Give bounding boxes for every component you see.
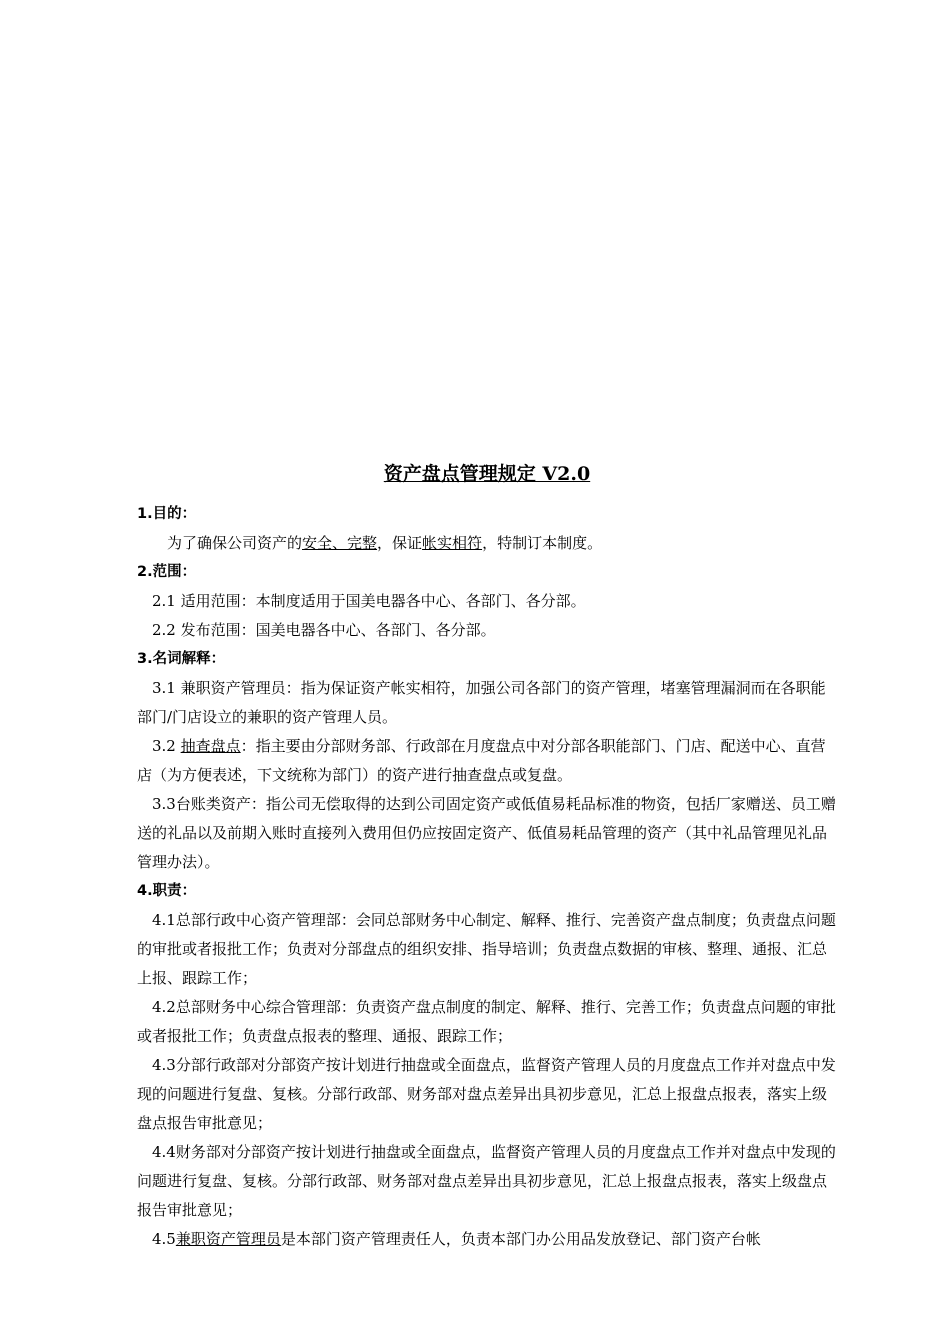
purpose-underlined-1: 安全、完整 [302, 534, 378, 552]
duty-5-text-1: 4.5 [152, 1230, 176, 1248]
duty-paragraph-2: 4.2总部财务中心综合管理部：负责资产盘点制度的制定、解释、推行、完善工作；负责盘点问题的审批或者报批工作；负责盘点报表的整理、通报、跟踪工作； [137, 998, 836, 1045]
duty-paragraph-3: 4.3分部行政部对分部资产按计划进行抽盘或全面盘点，监督资产管理人员的月度盘点工作并对盘点中发现的问题进行复盘、复核。分部行政部、财务部对盘点差异出具初步意见，汇总上报盘点报表，落实上级盘点报告审批意见； [137, 1056, 836, 1132]
purpose-text-1: 为了确保公司资产的 [167, 534, 303, 552]
purpose-underlined-2: 帐实相符 [422, 534, 483, 552]
duty-paragraph-4: 4.4财务部对分部资产按计划进行抽盘或全面盘点，监督资产管理人员的月度盘点工作并对盘点中发现的问题进行复盘、复核。分部行政部、财务部对盘点差异出具初步意见，汇总上报盘点报表，落实上级盘点报告审批意见； [137, 1143, 836, 1219]
definition-2-underlined: 抽查盘点 [180, 737, 241, 755]
document-title: 资产盘点管理规定 V2.0 [383, 463, 591, 485]
definition-2-text-1: 3.2 [152, 737, 181, 755]
duty-paragraph-1: 4.1总部行政中心资产管理部：会同总部财务中心制定、解释、推行、完善资产盘点制度；负责盘点问题的审批或者报批工作；负责对分部盘点的组织安排、指导培训；负责盘点数据的审核、整理、通报、汇总上报、跟踪工作； [137, 911, 836, 987]
purpose-paragraph [137, 529, 837, 558]
duty-5-underlined: 兼职资产管理员 [175, 1230, 281, 1248]
section-heading-duties: 4.职责： [137, 883, 197, 899]
definition-paragraph-1: 3.1 兼职资产管理员：指为保证资产帐实相符，加强公司各部门的资产管理，堵塞管理漏洞而在各职能部门/门店设立的兼职的资产管理人员。 [137, 679, 826, 726]
scope-paragraph-2: 2.2 发布范围：国美电器各中心、各部门、各分部。 [152, 621, 496, 639]
scope-paragraph-1: 2.1 适用范围：本制度适用于国美电器各中心、各部门、各分部。 [152, 592, 586, 610]
purpose-text-2: ，保证 [377, 534, 423, 552]
duty-5-text-2: 是本部门资产管理责任人，负责本部门办公用品发放登记、部门资产台帐 [280, 1230, 761, 1248]
section-heading-scope: 2.范围： [137, 564, 197, 580]
purpose-text-3: ，特制订本制度。 [482, 534, 603, 552]
section-heading-definitions: 3.名词解释： [137, 651, 226, 667]
document-body [137, 456, 837, 1254]
definition-paragraph-3: 3.3台账类资产：指公司无偿取得的达到公司固定资产或低值易耗品标准的物资，包括厂家赠送、员工赠送的礼品以及前期入账时直接列入费用但仍应按固定资产、低值易耗品管理的资产（其中礼品管理见礼品管理办法）。 [137, 795, 836, 871]
definition-2-text-2: ：指主要由分部财务部、行政部在月度盘点中对分部各职能部门、门店、配送中心、直营店（为方便表述，下文统称为部门）的资产进行抽查盘点或复盘。 [137, 737, 826, 784]
section-heading-purpose: 1.目的： [137, 506, 197, 522]
definition-paragraph-2 [137, 732, 837, 790]
duty-paragraph-5 [137, 1225, 837, 1254]
